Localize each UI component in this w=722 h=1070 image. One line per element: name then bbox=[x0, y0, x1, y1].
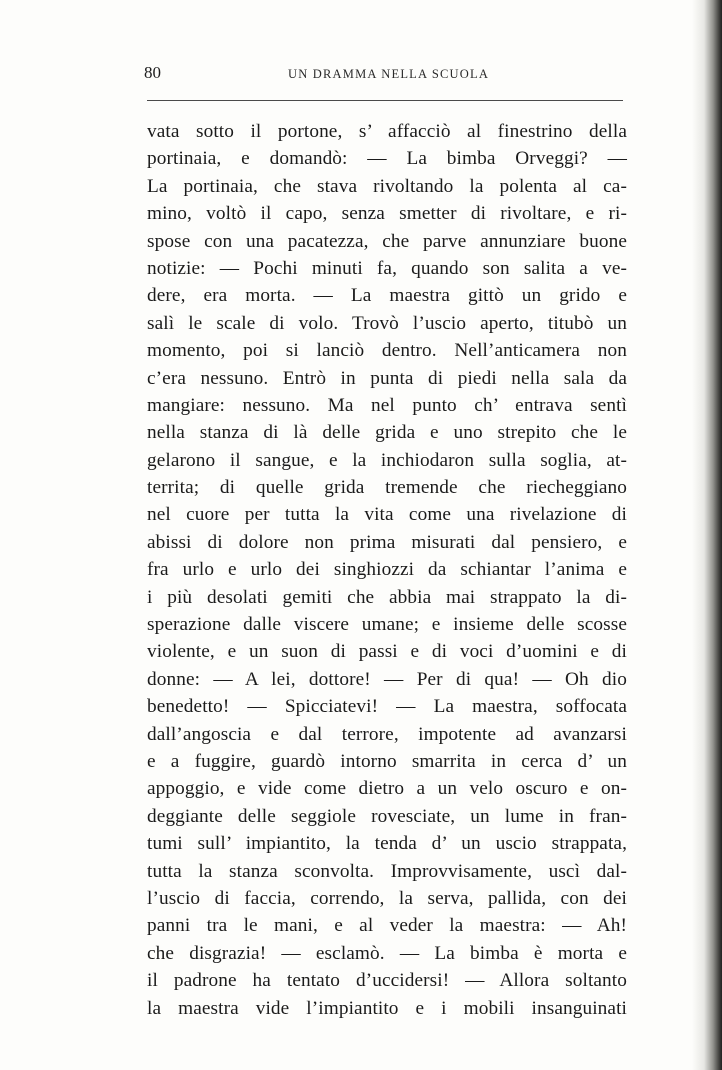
text-line: nella stanza di là delle grida e uno strepito che le bbox=[147, 422, 627, 444]
page-header bbox=[140, 63, 622, 85]
text-line: c’era nessuno. Entrò in punta di piedi nella sala da bbox=[147, 367, 627, 389]
text-line: che disgrazia! — esclamò. — La bimba è morta e bbox=[147, 942, 627, 964]
text-line: dall’angoscia e dal terrore, impotente ad avanzarsi bbox=[147, 723, 627, 745]
text-line: vata sotto il portone, s’ affacciò al finestrino della bbox=[147, 121, 627, 142]
page-number: 80 bbox=[144, 63, 161, 82]
text-line: notizie: — Pochi minuti fa, quando son salita a ve- bbox=[147, 257, 627, 279]
text-line: donne: — A lei, dottore! — Per di qua! — Oh dio bbox=[147, 668, 627, 690]
page-edge-shadow bbox=[692, 0, 722, 1070]
text-line: mangiare: nessuno. Ma nel punto ch’ entrava sentì bbox=[147, 394, 627, 416]
text-line: portinaia, e domandò: — La bimba Orveggi? — bbox=[147, 148, 627, 170]
text-line: sperazione dalle viscere umane; e insieme delle scosse bbox=[147, 614, 627, 636]
text-line: nel cuore per tutta la vita come una rivelazione di bbox=[147, 504, 627, 526]
text-line: salì le scale di volo. Trovò l’uscio aperto, titubò un bbox=[147, 312, 627, 334]
text-line: gelarono il sangue, e la inchiodaron sulla soglia, at- bbox=[147, 449, 627, 471]
body-text bbox=[147, 118, 627, 1022]
text-line: mino, voltò il capo, senza smetter di rivoltare, e ri- bbox=[147, 203, 627, 225]
text-line: benedetto! — Spicciatevi! — La maestra, soffocata bbox=[147, 696, 627, 718]
text-line: La portinaia, che stava rivoltando la polenta al ca- bbox=[147, 175, 627, 197]
text-line: l’uscio di faccia, correndo, la serva, pallida, con dei bbox=[147, 887, 627, 909]
text-line: i più desolati gemiti che abbia mai strappato la di- bbox=[147, 586, 627, 608]
text-line: abissi di dolore non prima misurati dal pensiero, e bbox=[147, 531, 627, 553]
text-line: violente, e un suon di passi e di voci d’uomini e di bbox=[147, 641, 627, 663]
text-line: fra urlo e urlo dei singhiozzi da schiantar l’anima e bbox=[147, 559, 627, 581]
text-line: appoggio, e vide come dietro a un velo oscuro e on- bbox=[147, 778, 627, 800]
text-line: dere, era morta. — La maestra gittò un grido e bbox=[147, 285, 627, 307]
text-line: tutta la stanza sconvolta. Improvvisamente, uscì dal- bbox=[147, 860, 627, 882]
text-line: deggiante delle seggiole rovesciate, un lume in fran- bbox=[147, 805, 627, 827]
running-title: UN DRAMMA NELLA SCUOLA bbox=[288, 67, 490, 81]
text-line: spose con una pacatezza, che parve annunziare buone bbox=[147, 230, 627, 252]
text-line: tumi sull’ impiantito, la tenda d’ un uscio strappata, bbox=[147, 833, 627, 855]
header-rule bbox=[147, 100, 623, 101]
text-line: momento, poi si lanciò dentro. Nell’anticamera non bbox=[147, 340, 627, 362]
text-line: territa; di quelle grida tremende che riecheggiano bbox=[147, 477, 627, 499]
text-line: la maestra vide l’impiantito e i mobili insanguinati bbox=[147, 997, 627, 1019]
text-line: e a fuggire, guardò intorno smarrita in cerca d’ un bbox=[147, 750, 627, 772]
text-line: il padrone ha tentato d’uccidersi! — Allora soltanto bbox=[147, 970, 627, 992]
text-line: panni tra le mani, e al veder la maestra: — Ah! bbox=[147, 915, 627, 937]
